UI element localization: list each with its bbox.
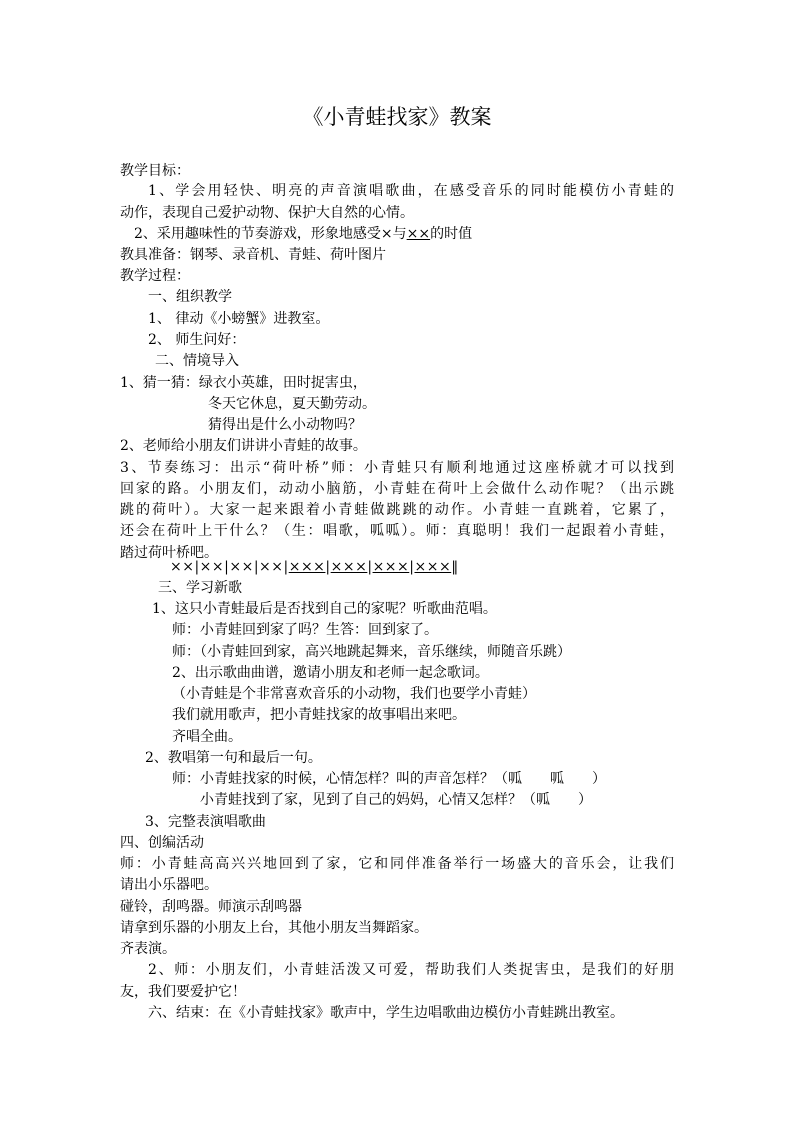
paragraph-line: （小青蛙是个非常喜欢音乐的小动物，我们也要学小青蛙） — [172, 686, 536, 702]
goal-2-line — [134, 224, 472, 244]
paragraph-line: 教具准备：钢琴、录音机、青蛙、荷叶图片 — [120, 247, 386, 263]
dialogue-line: 小青蛙找到了家，见到了自己的妈妈，心情又怎样？（呱 ） — [200, 792, 592, 808]
riddle-line: 冬天它休息，夏天勤劳动。 — [208, 396, 376, 412]
paragraph-line: 回家的路。小朋友们，动动小脑筋，小青蛙在荷叶上会做什么动作呢？（出示跳 — [120, 481, 674, 497]
dialogue-line: 师：（小青蛙回到家，高兴地跳起舞来，音乐继续，师随音乐跳） — [172, 644, 571, 660]
rhythm-segment-underlined: ××× — [288, 559, 326, 575]
goal-2-text-a: 2、采用趣味性的节奏游戏，形象地感受×与 — [134, 226, 407, 242]
paragraph-line: 动作，表现自己爱护动物、保护大自然的心情。 — [120, 205, 414, 221]
rhythm-end-bar: ‖ — [451, 559, 459, 575]
riddle-line: 1、猜一猜：绿衣小英雄，田时捉害虫， — [120, 375, 367, 391]
list-item: 2、老师给小朋友们讲讲小青蛙的故事。 — [120, 438, 367, 454]
paragraph-line: 还会在荷叶上干什么？（生：唱歌，呱呱）。师：真聪明！我们一起跟着小青蛙， — [120, 523, 674, 539]
list-item: 2、教唱第一句和最后一句。 — [145, 750, 322, 766]
list-item: 2、出示歌曲曲谱，邀请小朋友和老师一起念歌词。 — [172, 665, 489, 681]
paragraph-line: 3、节奏练习：出示“荷叶桥”师：小青蛙只有顺利地通过这座桥就才可以找到 — [120, 460, 674, 476]
paragraph-line: 请出小乐器吧。 — [120, 877, 218, 893]
paragraph-line: 请拿到乐器的小朋友上台，其他小朋友当舞蹈家。 — [120, 920, 428, 936]
subheading-organize: 一、组织教学 — [148, 289, 232, 305]
list-item: 2、 师生问好： — [148, 332, 246, 348]
subheading-new-song: 三、学习新歌 — [158, 580, 242, 596]
rhythm-barline: | — [325, 559, 331, 575]
rhythm-segment-underlined: ××× — [414, 559, 452, 575]
paragraph-line: 齐唱全曲。 — [172, 729, 242, 745]
paragraph-line: 我们就用歌声，把小青蛙找家的故事唱出来吧。 — [172, 707, 466, 723]
rhythm-segment: ××|××|××|××| — [170, 559, 289, 575]
paragraph-line: 齐表演。 — [120, 941, 176, 957]
section-heading-process: 教学过程： — [120, 268, 190, 284]
rhythm-segment-underlined: ××× — [330, 559, 368, 575]
dialogue-line: 师：小青蛙找家的时候，心情怎样？叫的声音怎样？（呱 呱 ） — [172, 771, 606, 787]
riddle-line: 猜得出是什么小动物吗？ — [208, 417, 362, 433]
paragraph-line: 2、师：小朋友们，小青蛙活泼又可爱，帮助我们人类捉害虫，是我们的好朋 — [148, 962, 674, 978]
rhythm-segment-underlined: ××× — [372, 559, 410, 575]
rhythm-barline: | — [367, 559, 373, 575]
closing-line: 六、结束：在《小青蛙找家》歌声中，学生边唱歌曲边模仿小青蛙跳出教室。 — [148, 1005, 624, 1021]
paragraph-line: 跳的荷叶）。大家一起来跟着小青蛙做跳跳的动作。小青蛙一直跳着，它累了， — [120, 502, 674, 518]
rhythm-barline: | — [409, 559, 415, 575]
paragraph-line: 踏过荷叶桥吧。 — [120, 545, 218, 561]
paragraph-line: 碰铃，刮鸣器。师演示刮鸣器 — [120, 899, 302, 915]
paragraph-line: 师：小青蛙高高兴兴地回到了家，它和同伴准备举行一场盛大的音乐会，让我们 — [120, 856, 674, 872]
section-heading-goals: 教学目标： — [120, 163, 190, 179]
list-item: 3、完整表演唱歌曲 — [145, 814, 266, 830]
list-item: 1、这只小青蛙最后是否找到自己的家呢？听歌曲范唱。 — [152, 601, 497, 617]
goal-2-underlined: ×× — [406, 226, 431, 242]
paragraph-line: 友，我们要爱护它！ — [120, 984, 246, 1000]
dialogue-line: 师：小青蛙回到家了吗？生答：回到家了。 — [172, 622, 438, 638]
rhythm-notation — [170, 557, 459, 577]
list-item: 1、 律动《小螃蟹》进教室。 — [148, 311, 330, 327]
paragraph-line: 1、学会用轻快、明亮的声音演唱歌曲，在感受音乐的同时能模仿小青蛙的 — [148, 183, 674, 199]
subheading-scenario: 二、情境导入 — [155, 353, 239, 369]
page-title: 《小青蛙找家》教案 — [302, 105, 492, 129]
goal-2-text-b: 的时值 — [430, 226, 473, 242]
subheading-creative: 四、创编活动 — [120, 835, 204, 851]
